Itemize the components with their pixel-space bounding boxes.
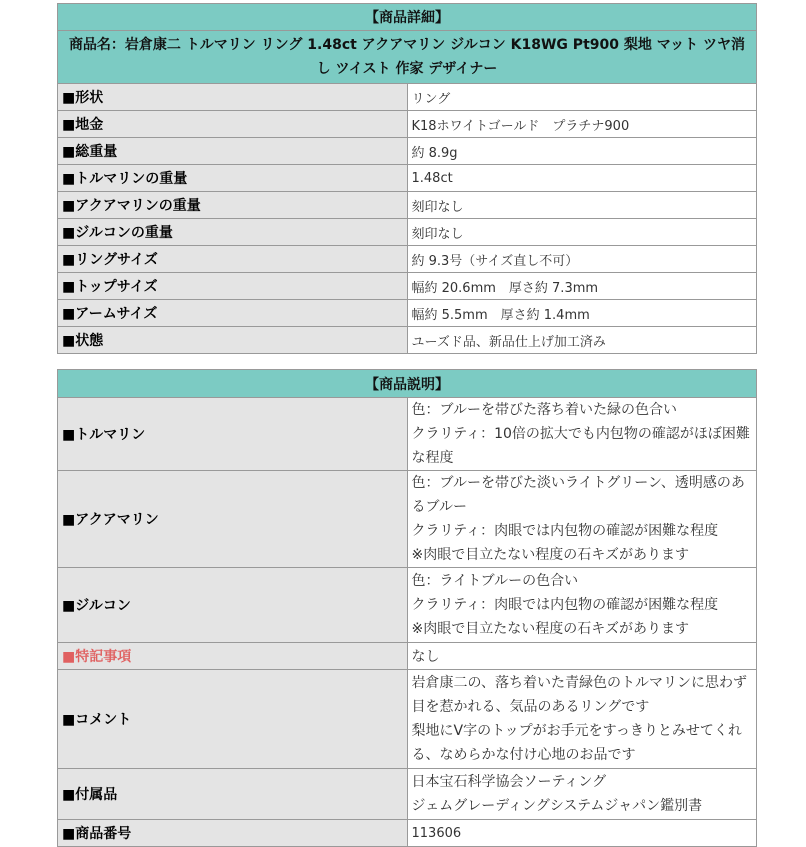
row-value: 幅約 20.6mm 厚さ約 7.3mm	[407, 273, 757, 300]
row-label: ■総重量	[58, 138, 408, 165]
row-value: 1.48ct	[407, 165, 757, 192]
row-value: リング	[407, 84, 757, 111]
zircon-description	[407, 568, 757, 643]
description-header: 【商品説明】	[58, 370, 757, 398]
row-label: ■地金	[58, 111, 408, 138]
tourmaline-label: ■トルマリン	[58, 398, 408, 471]
table-row	[58, 273, 757, 300]
table-row	[58, 327, 757, 354]
product-name: 商品名：岩倉康二 トルマリン リング 1.48ct アクアマリン ジルコン K18WG Pt900 梨地 マット ツヤ消し ツイスト 作家 デザイナー	[58, 31, 757, 84]
description-line: クラリティ：10倍の拡大でも内包物の確認がほぼ困難な程度	[411, 426, 750, 466]
description-line: 色：ライトブルーの色合い	[411, 573, 579, 589]
table-row	[58, 84, 757, 111]
product-description-table	[57, 369, 757, 847]
table-row	[58, 820, 757, 847]
details-header: 【商品詳細】	[58, 4, 757, 31]
row-value: 約 9.3号（サイズ直し不可）	[407, 246, 757, 273]
aquamarine-label: ■アクアマリン	[58, 471, 408, 568]
table-row	[58, 300, 757, 327]
product-details-table	[57, 3, 757, 354]
table-row	[58, 111, 757, 138]
comment-label: ■コメント	[58, 670, 408, 769]
row-label: ■形状	[58, 84, 408, 111]
table-row	[58, 769, 757, 820]
accessory-item: 日本宝石科学協会ソーティング	[411, 774, 607, 790]
comment-line: 岩倉康二の、落ち着いた青緑色のトルマリンに思わず目を惹かれる、気品のあるリングです	[411, 675, 747, 715]
row-label: ■トップサイズ	[58, 273, 408, 300]
table-row	[58, 246, 757, 273]
row-value: 約 8.9g	[407, 138, 757, 165]
description-line: 色：ブルーを帯びた淡いライトグリーン、透明感のあるブルー	[411, 475, 745, 515]
row-label: ■ジルコンの重量	[58, 219, 408, 246]
zircon-label: ■ジルコン	[58, 568, 408, 643]
table-row	[58, 471, 757, 568]
row-value: 刻印なし	[407, 219, 757, 246]
description-line: クラリティ：肉眼では内包物の確認が困難な程度	[411, 523, 719, 539]
tourmaline-description	[407, 398, 757, 471]
table-row	[58, 398, 757, 471]
special-notes-label: ■特記事項	[58, 643, 408, 670]
row-label: ■トルマリンの重量	[58, 165, 408, 192]
table-row	[58, 670, 757, 769]
row-value: ユーズド品、新品仕上げ加工済み	[407, 327, 757, 354]
row-label: ■状態	[58, 327, 408, 354]
table-row	[58, 138, 757, 165]
product-number-value: 113606	[407, 820, 757, 847]
product-number-label: ■商品番号	[58, 820, 408, 847]
row-label: ■リングサイズ	[58, 246, 408, 273]
table-row	[58, 192, 757, 219]
row-value: 幅約 5.5mm 厚さ約 1.4mm	[407, 300, 757, 327]
description-line: ※肉眼で目立たない程度の石キズがあります	[411, 547, 689, 563]
table-row	[58, 568, 757, 643]
comment-line: 梨地にV字のトップがお手元をすっきりとみせてくれる、なめらかな付け心地のお品です	[411, 723, 742, 763]
aquamarine-description	[407, 471, 757, 568]
row-value: K18ホワイトゴールド プラチナ900	[407, 111, 757, 138]
table-row	[58, 643, 757, 670]
row-value: 刻印なし	[407, 192, 757, 219]
comment-text	[407, 670, 757, 769]
table-row	[58, 219, 757, 246]
row-label: ■アクアマリンの重量	[58, 192, 408, 219]
row-label: ■アームサイズ	[58, 300, 408, 327]
table-row	[58, 165, 757, 192]
description-line: ※肉眼で目立たない程度の石キズがあります	[411, 621, 689, 637]
special-notes-value: なし	[407, 643, 757, 670]
accessory-item: ジェムグレーディングシステムジャパン鑑別書	[411, 798, 703, 814]
accessories-list	[407, 769, 757, 820]
description-line: 色：ブルーを帯びた落ち着いた緑の色合い	[411, 402, 677, 418]
accessories-label: ■付属品	[58, 769, 408, 820]
description-line: クラリティ：肉眼では内包物の確認が困難な程度	[411, 597, 719, 613]
